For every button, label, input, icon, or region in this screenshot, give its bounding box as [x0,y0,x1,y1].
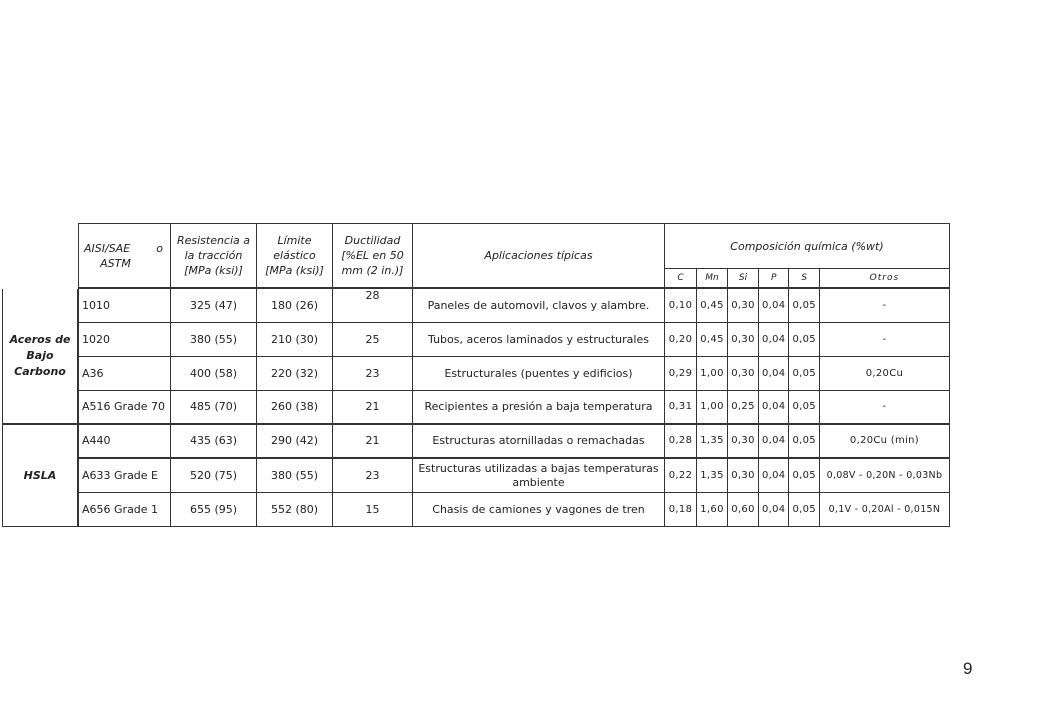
cell-c: 0,28 [665,425,697,459]
cell-ductility: 23 [333,459,413,493]
header-tensile-line-3: [MPa (ksi)] [184,264,243,277]
cell-si: 0,25 [728,391,759,425]
cell-designation: A633 Grade E [78,459,171,493]
table-row [2,391,950,425]
cell-c: 0,10 [665,289,697,323]
header-yield-line-3: [MPa (ksi)] [265,264,324,277]
header-yield-line-1: Límite [277,234,312,247]
cell-application-line-2: ambiente [512,475,565,489]
cell-c: 0,18 [665,493,697,527]
header-composition: Composición química (%wt) [665,223,950,268]
cell-application: Estructurales (puentes y edificios) [413,357,665,391]
cell-other: - [820,289,950,323]
header-designation-part-3: ASTM [100,256,131,270]
cell-mn: 1,00 [697,391,728,425]
cell-yield: 552 (80) [257,493,333,527]
cell-application-line-1: Estructuras utilizadas a bajas temperaturas [418,461,659,475]
header-yield-line-2: elástico [273,249,316,262]
cell-yield: 290 (42) [257,425,333,459]
cell-s: 0,05 [789,289,819,323]
group-label-line-3: Carbono [14,365,66,378]
table-row [2,323,950,357]
cell-designation: 1020 [78,323,171,357]
group-label-hsla: HSLA [2,425,78,527]
cell-mn: 1,60 [697,493,728,527]
header-designation [78,223,171,289]
cell-designation: A36 [78,357,171,391]
cell-ductility: 15 [333,493,413,527]
cell-tensile: 380 (55) [171,323,257,357]
header-ductility-line-1: Ductilidad [344,234,401,247]
cell-tensile: 520 (75) [171,459,257,493]
header-element-s: S [789,268,819,289]
header-applications: Aplicaciones típicas [413,223,665,289]
cell-other: 0,20Cu [820,357,950,391]
group-label-low-carbon [2,289,78,425]
cell-application: Paneles de automovil, clavos y alambre. [413,289,665,323]
cell-s: 0,05 [789,459,819,493]
cell-p: 0,04 [759,289,789,323]
cell-tensile: 400 (58) [171,357,257,391]
cell-si: 0,30 [728,425,759,459]
header-element-other: Otros [820,268,950,289]
header-ductility-line-2: [%EL en 50 [341,249,404,262]
cell-s: 0,05 [789,391,819,425]
header-designation-part-2: o [156,241,163,255]
cell-si: 0,30 [728,459,759,493]
cell-mn: 1,00 [697,357,728,391]
cell-other: 0,20Cu (min) [820,425,950,459]
cell-p: 0,04 [759,357,789,391]
header-ductility [333,223,413,289]
cell-application: Estructuras atornilladas o remachadas [413,425,665,459]
cell-yield: 180 (26) [257,289,333,323]
cell-designation: A440 [78,425,171,459]
steel-properties-table [2,223,950,527]
table-row [2,459,950,493]
cell-ductility: 21 [333,391,413,425]
cell-mn: 0,45 [697,323,728,357]
header-element-si: Si [728,268,759,289]
header-yield [257,223,333,289]
cell-yield: 210 (30) [257,323,333,357]
cell-p: 0,04 [759,493,789,527]
cell-ductility: 28 [333,289,413,323]
table-row [2,357,950,391]
cell-s: 0,05 [789,425,819,459]
cell-application: Tubos, aceros laminados y estructurales [413,323,665,357]
cell-s: 0,05 [789,357,819,391]
cell-p: 0,04 [759,425,789,459]
table-row [2,425,950,459]
cell-mn: 0,45 [697,289,728,323]
cell-ductility: 25 [333,323,413,357]
cell-p: 0,04 [759,323,789,357]
cell-tensile: 485 (70) [171,391,257,425]
cell-si: 0,30 [728,357,759,391]
cell-yield: 380 (55) [257,459,333,493]
cell-c: 0,29 [665,357,697,391]
cell-si: 0,30 [728,323,759,357]
cell-other: - [820,323,950,357]
cell-other: 0,08V - 0,20N - 0,03Nb [820,459,950,493]
cell-c: 0,31 [665,391,697,425]
cell-designation: 1010 [78,289,171,323]
cell-ductility: 21 [333,425,413,459]
cell-p: 0,04 [759,391,789,425]
header-element-c: C [665,268,697,289]
header-tensile-line-1: Resistencia a [176,234,251,247]
cell-designation: A656 Grade 1 [78,493,171,527]
cell-other: - [820,391,950,425]
table-row [2,289,950,323]
cell-mn: 1,35 [697,459,728,493]
cell-s: 0,05 [789,323,819,357]
cell-other: 0,1V - 0,20Al - 0,015N [820,493,950,527]
cell-tensile: 325 (47) [171,289,257,323]
group-label-line-2: Bajo [26,349,54,362]
header-designation-part-1: AISI/SAE [84,241,131,255]
header-tensile-line-2: la tracción [184,249,243,262]
cell-yield: 220 (32) [257,357,333,391]
cell-yield: 260 (38) [257,391,333,425]
cell-application: Recipientes a presión a baja temperatura [413,391,665,425]
header-ductility-line-3: mm (2 in.)] [341,264,404,277]
cell-tensile: 655 (95) [171,493,257,527]
header-element-p: P [759,268,789,289]
cell-ductility: 23 [333,357,413,391]
cell-application: Chasis de camiones y vagones de tren [413,493,665,527]
cell-p: 0,04 [759,459,789,493]
cell-designation: A516 Grade 70 [78,391,171,425]
cell-si: 0,30 [728,289,759,323]
table-row [2,493,950,527]
cell-c: 0,20 [665,323,697,357]
group-label-line-1: Aceros de [9,333,71,346]
cell-mn: 1,35 [697,425,728,459]
header-tensile [171,223,257,289]
cell-c: 0,22 [665,459,697,493]
cell-si: 0,60 [728,493,759,527]
header-element-mn: Mn [697,268,728,289]
page-number: 9 [963,659,973,678]
cell-s: 0,05 [789,493,819,527]
cell-tensile: 435 (63) [171,425,257,459]
cell-application [413,459,665,493]
